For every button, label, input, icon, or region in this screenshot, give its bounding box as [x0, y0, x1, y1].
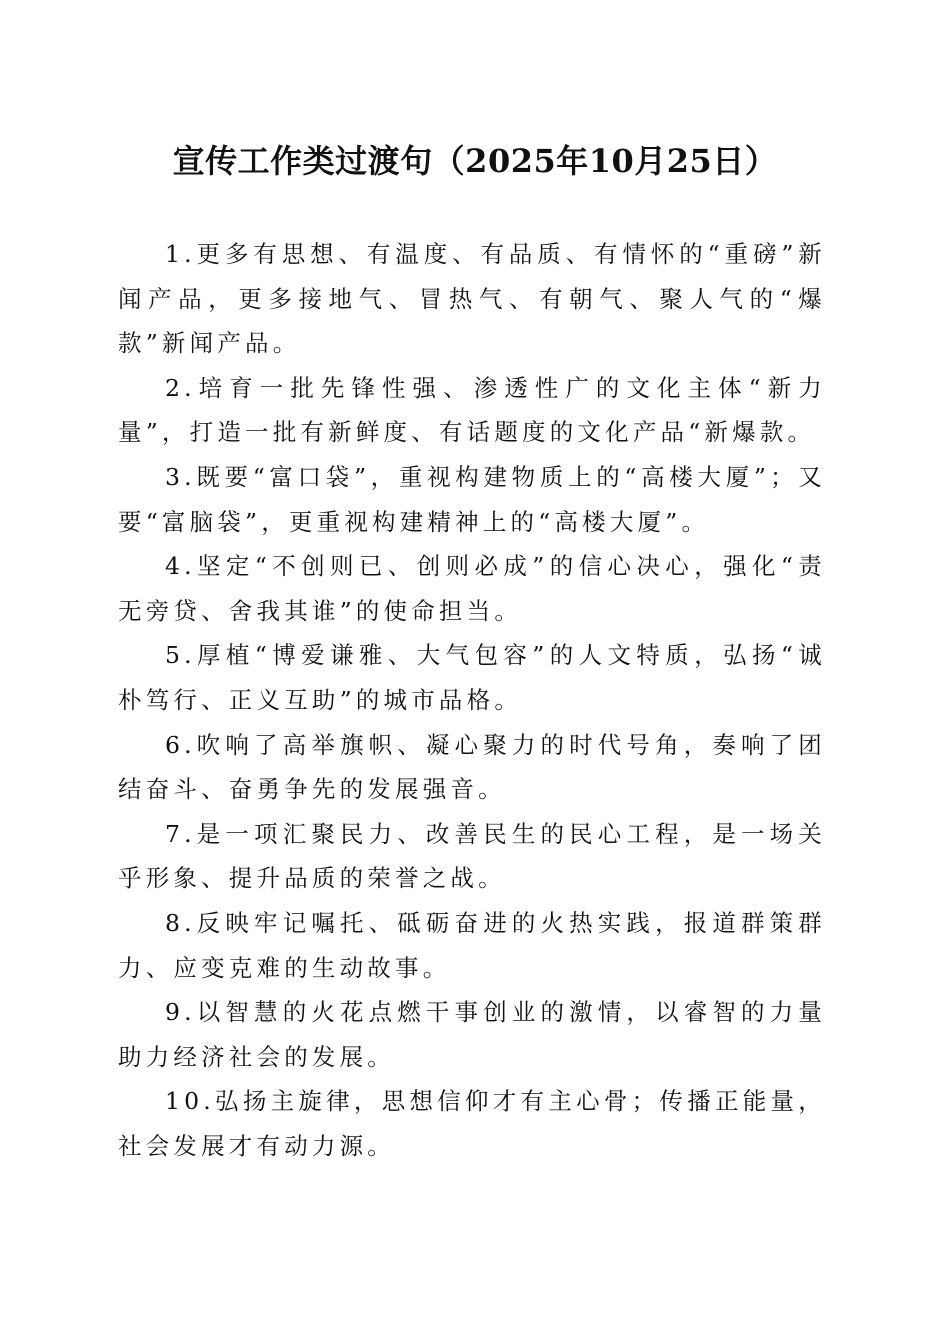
paragraph-10: 10.弘扬主旋律，思想信仰才有主心骨；传播正能量，社会发展才有动力源。: [118, 1087, 826, 1160]
paragraph-6: 6.吹响了高举旗帜、凝心聚力的时代号角，奏响了团结奋斗、奋勇争先的发展强音。: [118, 730, 826, 804]
paragraph-7: 7.是一项汇聚民力、改善民生的民心工程，是一场关乎形象、提升品质的荣誉之战。: [118, 819, 826, 893]
paragraph-9: 9.以智慧的火花点燃干事创业的激情，以睿智的力量助力经济社会的发展。: [118, 998, 826, 1071]
paragraph-8: 8.反映牢记嘱托、砥砺奋进的火热实践，报道群策群力、应变克难的生动故事。: [118, 908, 826, 982]
document-body: [118, 232, 826, 1168]
document-title: 宣传工作类过渡句（2025年10月25日）: [172, 142, 778, 180]
paragraph-2: 2.培育一批先锋性强、渗透性广的文化主体“新力量”，打造一批有新鲜度、有话题度的文化产品“新爆款。: [118, 373, 826, 447]
paragraph-4: 4.坚定“不创则已、创则必成”的信心决心，强化“责无旁贷、舍我其谁”的使命担当。: [118, 552, 826, 625]
paragraph-1: 1.更多有思想、有温度、有品质、有情怀的“重磅”新闻产品，更多接地气、冒热气、有朝气、聚人气的“爆款”新闻产品。: [118, 240, 826, 358]
paragraph-3: 3.既要“富口袋”，重视构建物质上的“高楼大厦”；又要“富脑袋”，更重视构建精神上的“高楼大厦”。: [118, 462, 826, 536]
paragraph-5: 5.厚植“博爱谦雅、大气包容”的人文特质，弘扬“诚朴笃行、正义互助”的城市品格。: [118, 641, 826, 714]
